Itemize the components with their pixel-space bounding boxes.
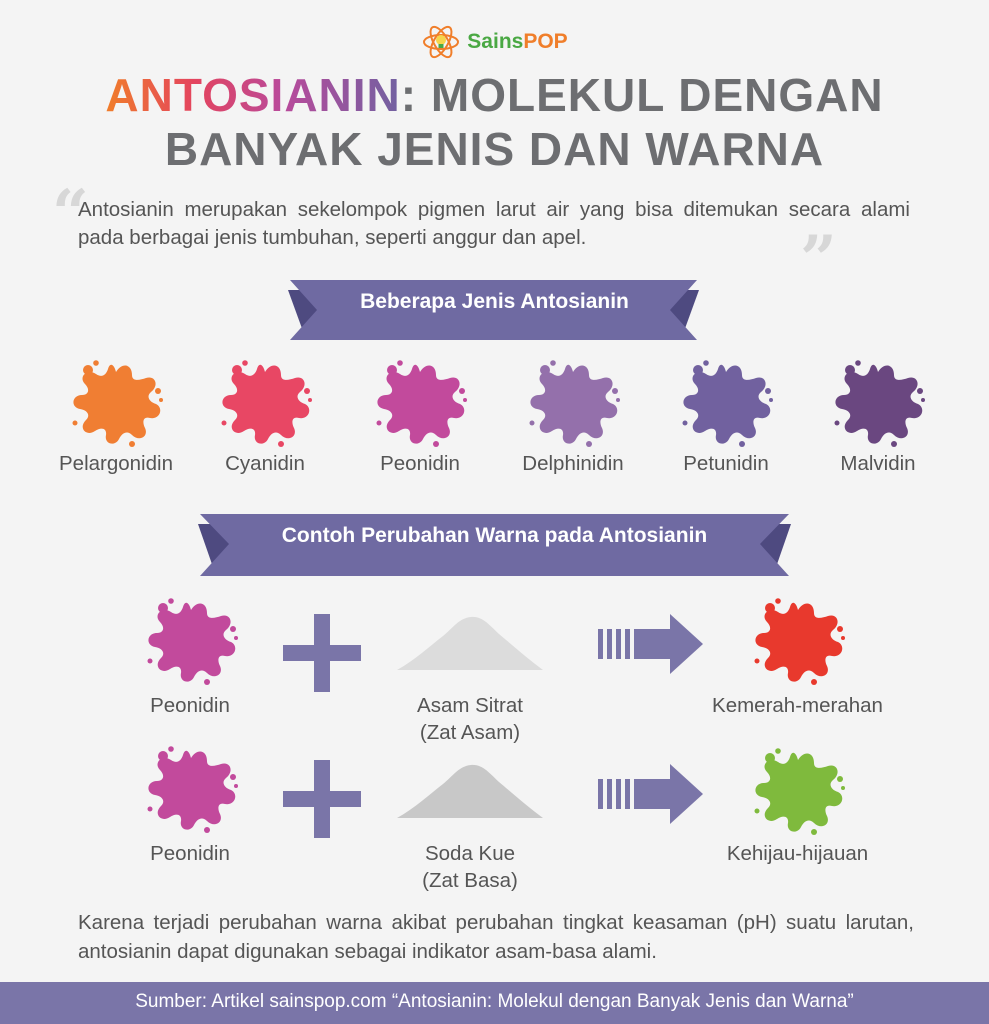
type-label: Malvidin [840,452,916,475]
anthocyanin-types-list [30,358,960,488]
arrow-right-icon [598,614,703,674]
type-item-pelargonidin [36,358,196,476]
type-item-petunidin [646,358,806,476]
page-title-line2: BANYAK JENIS DAN WARNA [164,123,825,175]
type-label: Peonidin [380,452,460,475]
example-row-base [0,742,989,892]
close-quote-icon: ” [800,222,837,297]
type-label: Petunidin [683,452,769,475]
powder-pile-icon [395,612,545,674]
splat-icon [66,358,166,448]
splat-icon [748,596,848,686]
splat-icon [748,746,848,836]
result-label: Kehijau-hijauan [726,842,869,865]
title-highlight: ANTOSIANIN [105,69,401,121]
type-label: Cyanidin [225,452,305,475]
type-label: Delphinidin [522,452,624,475]
agent-label [370,692,570,746]
splat-icon [370,358,470,448]
source-footer: Sumber: Artikel sainspop.com “Antosianin: Molekul dengan Banyak Jenis dan Warna” [0,982,989,1024]
intro-paragraph: Antosianin merupakan sekelompok pigmen larut air yang bisa ditemukan secara alami pada berbagai jenis tumbuhan, seperti anggur dan apel. [78,198,910,249]
plus-icon [283,614,361,692]
arrow-right-icon [598,764,703,824]
agent-type: (Zat Asam) [419,721,521,744]
agent-name: Soda Kue [424,842,516,865]
type-item-peonidin [340,358,500,476]
splat-icon [141,744,241,834]
section-ribbon-types [0,272,989,342]
title-rest: : MOLEKUL DENGAN [400,69,884,121]
conclusion-paragraph: Karena terjadi perubahan warna akibat perubahan tingkat keasaman (pH) suatu larutan, antosianin dapat digunakan sebagai indikator asam-basa alami. [78,911,914,963]
splat-icon [676,358,776,448]
plus-icon [283,760,361,838]
section-ribbon-examples [0,506,989,576]
section-title-examples: Contoh Perubahan Warna pada Antosianin [281,524,708,547]
example-row-acid [0,594,989,744]
splat-icon [141,596,241,686]
pigment-label: Peonidin [150,842,230,865]
agent-name: Asam Sitrat [417,694,523,717]
powder-pile-icon [395,760,545,822]
agent-type: (Zat Basa) [422,869,518,892]
result-label: Kemerah-merahan [712,694,883,717]
atom-bulb-icon [421,22,461,62]
open-quote-icon: “ [52,176,89,251]
section-title-types: Beberapa Jenis Antosianin [360,290,629,313]
brand-logo [0,22,989,62]
page-title-line1 [0,68,989,122]
type-item-malvidin [798,358,958,476]
type-item-delphinidin [493,358,653,476]
type-label: Pelargonidin [59,452,173,475]
pigment-label: Peonidin [150,694,230,717]
splat-icon [215,358,315,448]
splat-icon [523,358,623,448]
brand-name: SainsPOP [467,30,568,53]
splat-icon [828,358,928,448]
type-item-cyanidin [185,358,345,476]
agent-label [370,840,570,894]
